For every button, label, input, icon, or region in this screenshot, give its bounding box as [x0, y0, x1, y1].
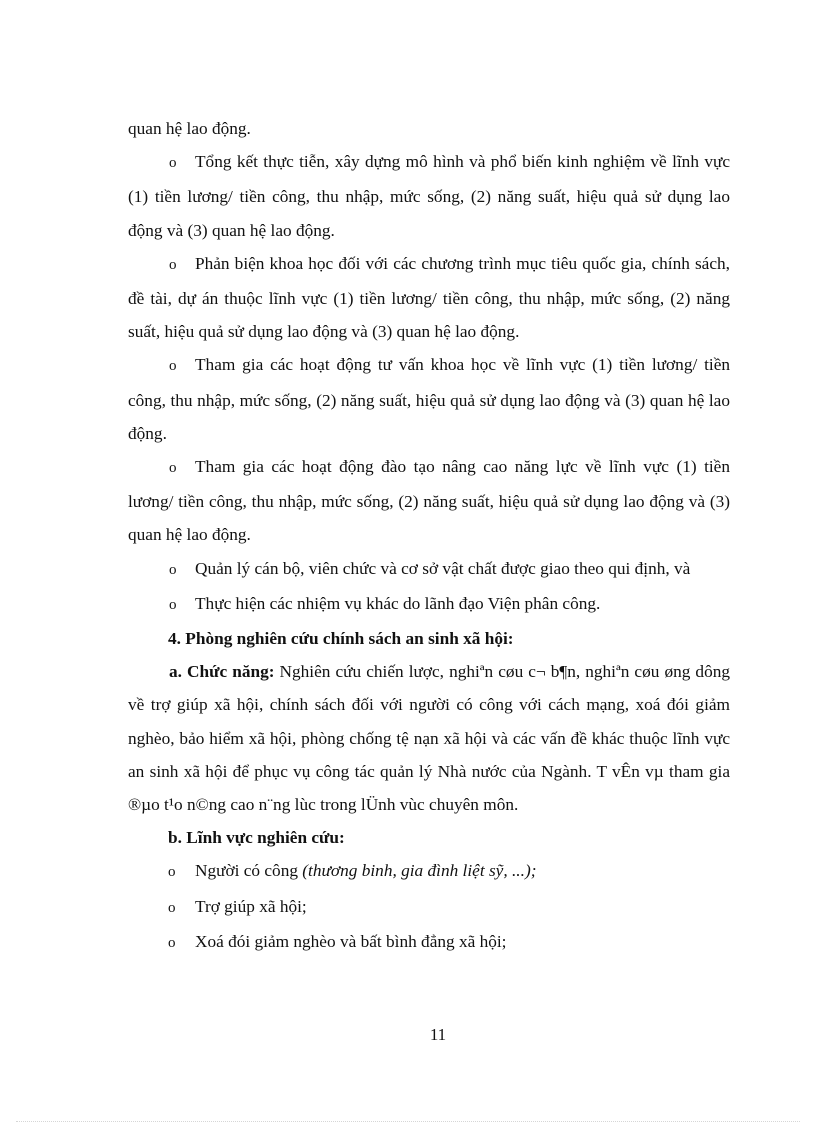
hollow-bullet-icon: o [168, 934, 176, 951]
duty-bullet-text: Quản lý cán bộ, viên chức và cơ sở vật chất được giao theo qui định, và [195, 558, 691, 578]
hollow-bullet-icon: o [169, 561, 177, 578]
research-heading: b. Lĩnh vực nghiên cứu: [168, 828, 345, 848]
research-item-text: Trợ giúp xã hội; [195, 896, 307, 916]
duty-bullet-item [128, 145, 730, 247]
research-bullet-item [128, 890, 730, 925]
hollow-bullet-icon: o [168, 899, 176, 916]
page-boundary-divider [16, 1121, 800, 1122]
hollow-bullet-icon: o [169, 155, 177, 172]
hollow-bullet-icon: o [169, 596, 177, 613]
hollow-bullet-icon: o [169, 460, 177, 477]
hollow-bullet-icon: o [169, 358, 177, 375]
duty-bullet-item [128, 587, 730, 622]
duty-bullet-text: Phản biện khoa học đối với các chương trình mục tiêu quốc gia, chính sách, đề tài, dự án thuộc lĩnh vực (1) tiền lương/ tiền công, thu nhập, mức sống, (2) năng suất, hiệu quả sử dụng lao động và (3) quan hệ lao động. [128, 253, 730, 342]
duty-bullet-item [128, 450, 730, 552]
duty-bullet-item [128, 552, 730, 587]
duty-bullet-text: Tham gia các hoạt động tư vấn khoa học về lĩnh vực (1) tiền lương/ tiền công, thu nhập, mức sống, (2) năng suất, hiệu quả sử dụng lao động và (3) quan hệ lao động. [128, 355, 730, 443]
duty-bullet-text: Thực hiện các nhiệm vụ khác do lãnh đạo Viện phân công. [195, 593, 601, 613]
research-bullet-item [128, 925, 730, 960]
function-paragraph [128, 655, 730, 821]
function-text: Nghiên cứu chiến lược, nghiªn cøu c¬ b¶n, nghiªn cøu øng dông về trợ giúp xã hội, chính sách đối với người có công với cách mạng, xoá đói giảm nghèo, bảo hiểm xã hội, phòng chống tệ nạn xã hội và các vấn đề khác thuộc lĩnh vực an sinh xã hội để phục vụ công tác quản lý Nhà nước của Ngành. T vÊn vµ tham gia ®µo t¹o n©ng cao n¨ng lùc trong lÜnh vùc chuyên môn. [128, 662, 730, 815]
research-bullet-item [128, 854, 730, 889]
duty-bullet-text: Tham gia các hoạt động đào tạo nâng cao năng lực về lĩnh vực (1) tiền lương/ tiền công, thu nhập, mức sống, (2) năng suất, hiệu quả sử dụng lao động và (3) quan hệ lao động. [128, 457, 730, 545]
duty-bullet-item [128, 247, 730, 349]
page-number: 11 [429, 1025, 447, 1044]
hollow-bullet-icon: o [168, 864, 176, 881]
hollow-bullet-icon: o [169, 256, 177, 273]
research-item-text: Xoá đói giảm nghèo và bất bình đẳng xã hội; [195, 931, 507, 951]
function-label: a. Chức năng: [169, 662, 275, 682]
duty-bullet-text: Tổng kết thực tiễn, xây dựng mô hình và phổ biến kinh nghiệm về lĩnh vực (1) tiền lương/ tiền công, thu nhập, mức sống, (2) năng suất, hiệu quả sử dụng lao động và (3) quan hệ lao động. [128, 152, 730, 240]
document-page [128, 112, 730, 960]
duty-bullet-item [128, 348, 730, 450]
continuation-paragraph: quan hệ lao động. [128, 119, 251, 138]
research-item-text: Người có công [195, 861, 303, 881]
research-item-note: (thương binh, gia đình liệt sỹ, ...); [302, 861, 537, 881]
section-heading: 4. Phòng nghiên cứu chính sách an sinh xã hội: [168, 629, 514, 649]
